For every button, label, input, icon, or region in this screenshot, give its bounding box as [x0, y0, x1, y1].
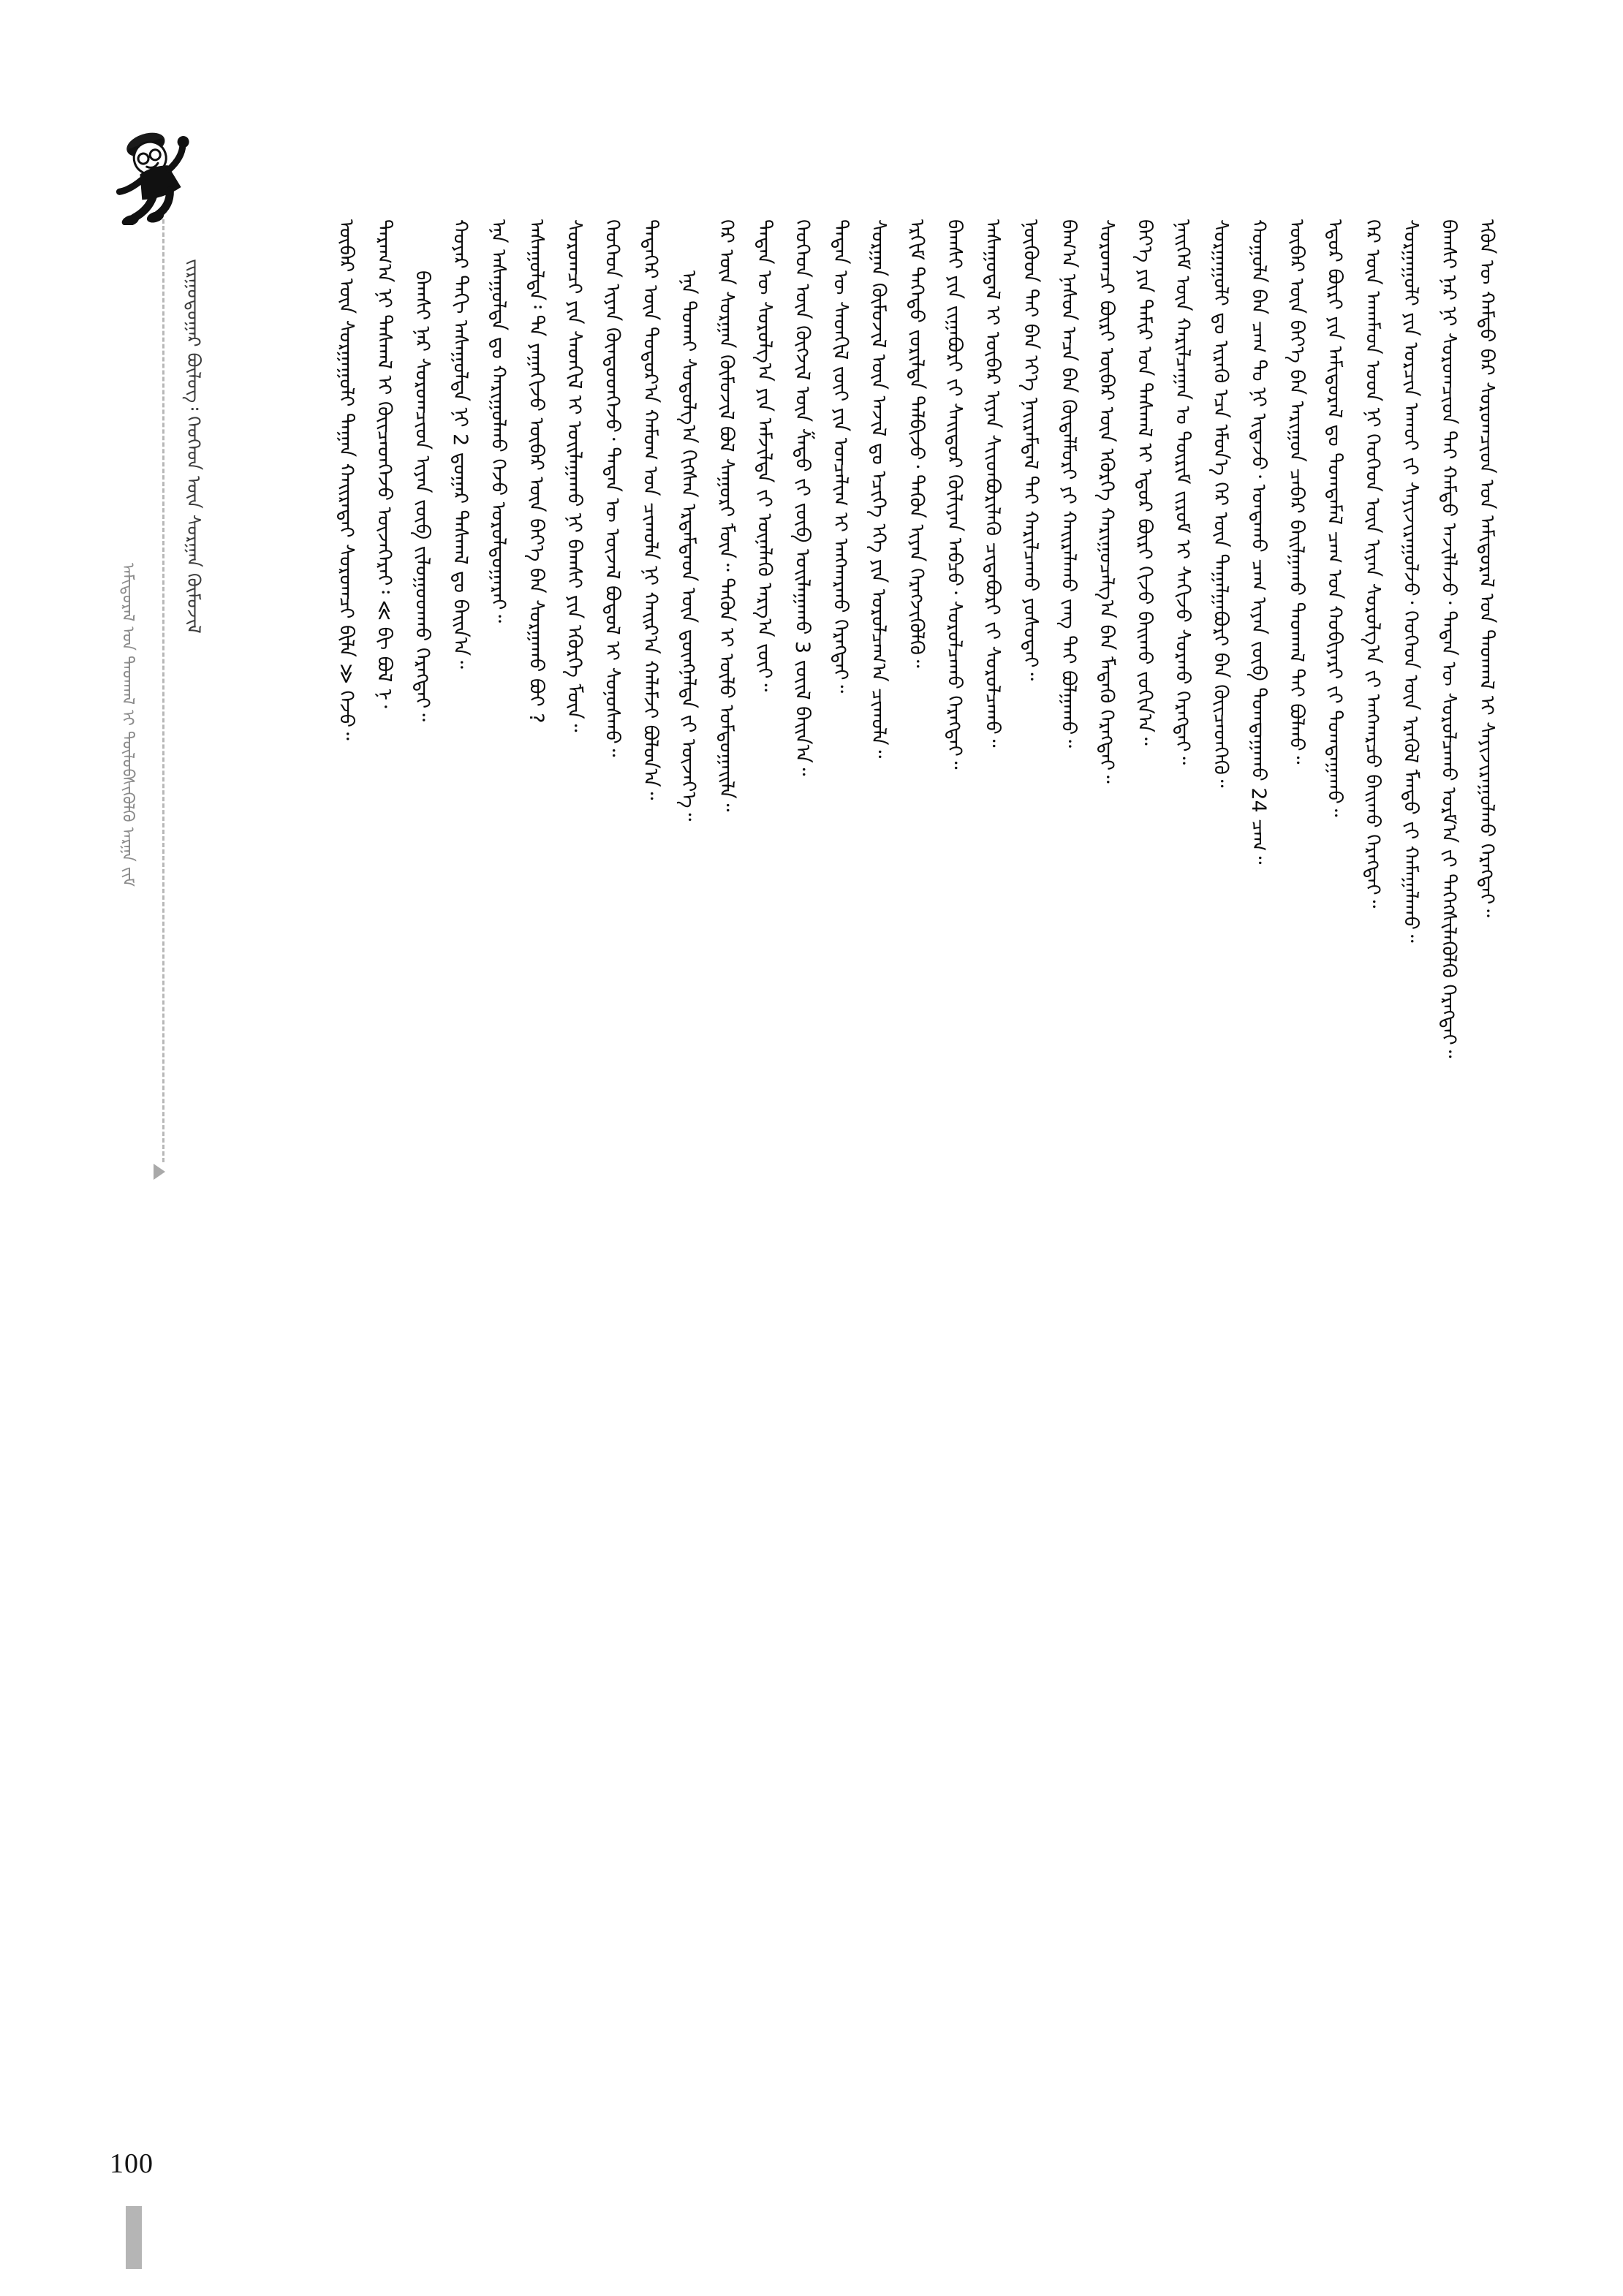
text-column: ᠡᠨᠡ ᠠᠰᠠᠭᠤᠯᠲᠠ ᠳᠤ ᠬᠠᠷᠢᠭᠤᠯᠬᠤ ᠭᠡᠵᠦ ᠣᠷᠣᠯᠳᠤᠭᠠᠷᠠᠢ᠃ — [487, 219, 510, 624]
text-column: ᠬᠣᠶᠠᠷ ᠳᠠᠬᠢ ᠠᠰᠠᠭᠤᠯᠲᠠ ᠨᠢ 2 ᠳ᠋ᠤᠭᠠᠷ ᠳᠠᠰᠬᠠᠯ ᠳᠤ ᠪᠠᠢᠨ᠎ᠠ᠃ — [449, 219, 472, 669]
text-column: ᠭᠡᠷ ᠦᠨ ᠰᠤᠷᠭᠠᠨ ᠬᠥᠮᠦᠵᠢᠯ ᠪᠣᠯ ᠰᠠᠭᠤᠷᠢ ᠮᠥᠨ᠃ ᠲᠡᠭᠦᠨ ᠢ ᠦᠯᠦ ᠣᠮᠲᠣᠭᠠᠢᠯᠠ᠃ — [715, 219, 738, 812]
text-column: ᠨᠡᠢᠭᠡᠮ ᠦᠨ ᠬᠠᠷᠢᠯᠴᠠᠭᠠᠨ ᠤ ᠳᠦᠷᠢᠮ ᠵᠢᠷᠤᠮ ᠢ ᠰᠠᠬᠢᠵᠤ ᠰᠤᠷᠬᠤ ᠬᠡᠷᠡᠭᠲᠡᠢ᠃ — [1171, 219, 1195, 765]
text-column: ᠲᠡᠳᠡᠨ ᠦ ᠰᠡᠳᠬᠢᠯ ᠵᠦᠢ ᠶᠢᠨ ᠣᠨᠴᠠᠯᠢᠭ ᠢ ᠠᠩᠬᠠᠷᠬᠤ ᠬᠡᠷᠡᠭᠲᠡᠢ᠃ — [829, 219, 852, 694]
text-column: ᠰᠤᠷᠤᠭᠴᠢ ᠶᠢᠨ ᠰᠡᠳᠬᠢᠯ ᠢ ᠣᠢᠯᠠᠭᠠᠬᠤ ᠨᠢ ᠪᠠᠭᠰᠢ ᠶᠢᠨ ᠡᠭᠦᠷᠭᠡ ᠮᠥᠨ᠃ — [563, 219, 586, 732]
text-column: ᠳᠠᠷᠠᠭ᠎ᠠ ᠨᠢ ᠳᠠᠰᠬᠠᠯ ᠢ ᠭᠦᠢᠴᠡᠳᠬᠡᠵᠦ ᠦᠵᠡᠭᠡᠷᠡᠢ᠄ ≪ ᠪᠢ ᠪᠣᠯ ᠨ᠂ — [373, 219, 396, 708]
chapter-title: ᠵᠢᠷᠭᠤᠳᠤᠭᠠᠷ ᠪᠦᠯᠦᠭ᠄ ᠬᠡᠦᠬᠡᠳ ᠦᠨ ᠰᠤᠷᠭᠠᠨ ᠬᠥᠮᠦᠵᠢᠯ — [183, 259, 205, 634]
text-column: ᠪᠠᠭᠰᠢ ᠨᠠᠷ ᠨᠢ ᠰᠤᠷᠤᠭᠴᠢᠳ ᠲᠠᠢ ᠬᠠᠮᠲᠤ ᠠᠵᠢᠯᠯᠠᠵᠤ᠂ ᠲᠡᠳᠡᠨ ᠦ ᠰᠤᠷᠤᠯᠴᠠᠬᠤ ᠤᠷᠮ᠎ᠠ ᠵᠢ ᠳᠡᠭᠡᠭᠰᠢᠯᠡᠭᠦᠯᠬᠦ ᠬᠡᠷᠡᠭᠲᠡᠢ᠃ — [1437, 219, 1461, 1058]
chapter-subtitle: ᠠᠮᠢᠳᠤᠷᠠᠯ ᠤᠨ ᠳᠠᠳᠬᠠᠯ ᠢ ᠲᠥᠯᠥᠪᠰᠢᠭᠦᠯᠬᠦ ᠠᠷᠭᠠ ᠵᠢᠮ — [118, 563, 137, 887]
dotted-divider — [162, 219, 164, 1162]
text-column: ᠰᠤᠷᠭᠠᠨ ᠬᠥᠮᠦᠵᠢᠯ ᠦᠨ ᠠᠵᠢᠯ ᠳᠤ ᠡᠴᠢᠭᠡ ᠡᠬᠡ ᠶᠢᠨ ᠣᠷᠣᠯᠴᠠᠭ᠎ᠠ ᠴᠢᠬᠤᠯᠠ᠃ — [867, 219, 890, 759]
text-column: ᠥᠪᠡᠷ ᠦᠨ ᠪᠡᠶ᠎ᠡ ᠪᠡᠨ ᠠᠷᠢᠭᠤᠨ ᠴᠡᠪᠡᠷ ᠪᠠᠢᠯᠭᠠᠬᠤ ᠳᠠᠳᠬᠠᠯ ᠲᠠᠢ ᠪᠣᠯᠬᠤ᠃ — [1285, 219, 1309, 765]
text-column: ᠡᠷᠬᠢᠮ ᠳᠡᠭᠡᠳᠦ ᠵᠣᠷᠢᠯᠲᠠ ᠲᠠᠯᠪᠢᠵᠤ᠂ ᠲᠡᠭᠦᠨ ᠢᠶᠡᠨ ᠬᠡᠷᠡᠭᠵᠢᠭᠦᠯᠬᠦ᠃ — [905, 219, 928, 668]
arrow-marker-icon — [154, 1164, 165, 1180]
text-column: ᠥᠪᠡᠷ ᠦᠨ ᠰᠤᠷᠭᠠᠭᠤᠯᠢ ᠳᠠᠭᠠᠨ ᠬᠠᠢᠷᠠᠲᠠᠢ ᠰᠤᠷᠤᠭᠴᠢ ᠪᠢᠯᠡ ≫ ᠭᠡᠵᠦ᠃ — [335, 219, 358, 740]
text-column: ᠪᠠᠭᠰᠢ ᠶᠢᠨ ᠵᠢᠭᠠᠪᠤᠷᠢ ᠵᠢ ᠰᠠᠢᠲᠤᠷ ᠬᠦᠯᠢᠶᠡᠨ ᠠᠪᠴᠤ᠂ ᠰᠤᠷᠤᠯᠴᠠᠬᠤ ᠬᠡᠷᠡᠭᠲᠡᠢ᠃ — [943, 219, 966, 770]
text-column: ᠠᠰᠠᠭᠤᠳᠠᠯ ᠢ ᠥᠪᠡᠷ ᠢᠶᠡᠨ ᠰᠢᠢᠳᠪᠦᠷᠢᠯᠡᠬᠦ ᠴᠢᠳᠠᠪᠤᠷᠢ ᠵᠢ ᠰᠤᠷᠤᠯᠴᠠᠬᠤ᠃ — [981, 219, 1005, 748]
text-column: ᠡᠨᠡ ᠲᠤᠬᠠᠢ ᠰᠤᠳᠤᠯᠭ᠎ᠠ ᠬᠢᠭᠰᠡᠨ ᠡᠷᠳᠡᠮᠲᠡᠳ ᠦᠨ ᠳ᠋ᠦᠩᠨᠡᠯᠲᠡ ᠵᠢ ᠦᠵᠡᠶ᠎ᠡ᠃ — [677, 270, 700, 822]
footer-bar-decoration — [126, 2206, 142, 2269]
text-column: ᠬᠡᠦᠬᠡᠳ ᠢᠶᠡᠨ ᠬᠦᠨᠳᠦᠳᠬᠡᠵᠦ᠂ ᠲᠡᠳᠡᠨ ᠦ ᠦᠵᠡᠯ ᠪᠣᠳᠣᠯ ᠢ ᠰᠣᠨᠣᠰᠬᠤ᠃ — [601, 219, 624, 757]
text-column: ᠡᠭᠦᠨ ᠦ ᠬᠠᠮᠲᠤ ᠪᠠᠷ ᠰᠤᠷᠤᠭᠴᠢᠳ ᠤᠨ ᠠᠮᠢᠳᠤᠷᠠᠯ ᠤᠨ ᠳᠠᠳᠬᠠᠯ ᠢ ᠰᠠᠶᠢᠵᠢᠷᠠᠭᠤᠯᠬᠤ ᠬᠡᠷᠡᠭᠲᠡᠢ᠃ — [1475, 219, 1499, 917]
text-column: ᠬᠡᠦᠬᠡᠳ ᠦᠨ ᠬᠥᠭᠵᠢᠯ ᠦᠨ ᠱᠠᠲᠤ ᠵᠢ ᠵᠥᠪ ᠣᠢᠯᠠᠭᠠᠬᠤ 3 ᠵᠦᠢᠯ ᠪᠠᠢᠨ᠎ᠠ᠃ — [791, 219, 814, 776]
text-column: ᠪᠡᠶ᠎ᠡ ᠶᠢᠨ ᠲᠠᠮᠢᠷ ᠤᠨ ᠳᠠᠰᠬᠠᠯ ᠢ ᠡᠳᠦᠷ ᠪᠦᠷᠢ ᠬᠢᠵᠦ ᠪᠠᠢᠬᠤ ᠵᠣᠬᠢᠨ᠎ᠠ᠃ — [1133, 219, 1157, 746]
text-column: ᠬᠣᠭᠣᠯᠠ ᠪᠠᠨ ᠴᠠᠭ ᠲᠤ ᠨᠢ ᠢᠳᠡᠵᠦ᠂ ᠤᠨᠲᠠᠬᠤ ᠴᠠᠭ ᠢᠶᠠᠨ ᠵᠥᠪ ᠲᠣᠭᠲᠠᠭᠠᠬᠤ 24 ᠴᠠᠭ᠃ — [1247, 219, 1271, 865]
mascot-illustration — [70, 123, 231, 225]
text-column: ᠪᠠᠭᠰᠢ ᠨᠠᠷ ᠰᠤᠷᠤᠭᠴᠢᠳ ᠢᠶᠠᠨ ᠵᠥᠪ ᠵᠢᠯᠤᠭᠤᠳᠬᠤ ᠬᠡᠷᠡᠭᠲᠡᠢ᠃ — [411, 270, 434, 721]
page-number: 100 — [110, 2148, 154, 2179]
text-column: ᠠᠰᠠᠭᠤᠯᠲᠠ᠄ ᠲᠠ ᠶᠠᠭᠠᠬᠢᠵᠤ ᠥᠪᠡᠷ ᠦᠨ ᠪᠡᠶ᠎ᠡ ᠪᠡᠨ ᠰᠤᠷᠭᠠᠬᠤ ᠪᠤᠢ ? — [525, 219, 548, 724]
text-column: ᠡᠳᠦᠷ ᠪᠦᠷᠢ ᠶᠢᠨ ᠠᠮᠢᠳᠤᠷᠠᠯ ᠳᠤ ᠲᠤᠭᠲᠠᠮᠠᠯ ᠴᠠᠭ ᠤᠨ ᠬᠤᠪᠢᠶᠠᠷᠢ ᠵᠢ ᠲᠣᠭᠲᠠᠭᠠᠬᠤ᠃ — [1323, 219, 1347, 817]
text-column: ᠭᠡᠷ ᠦᠨ ᠠᠬᠠᠮᠠᠳ ᠤᠳ ᠨᠢ ᠬᠡᠦᠬᠡᠳ ᠦᠨ ᠢᠶᠡᠨ ᠰᠤᠷᠤᠯᠭ᠎ᠠ ᠵᠢ ᠠᠩᠬᠠᠷᠴᠤ ᠪᠠᠢᠬᠤ ᠬᠡᠷᠡᠭᠲᠡᠢ᠃ — [1361, 219, 1385, 909]
text-column: ᠲᠡᠳᠡᠭᠡᠷ ᠦᠨ ᠳᠣᠲᠣᠷ᠎ᠠ ᠬᠠᠮᠤᠭ ᠤᠨ ᠴᠢᠬᠤᠯᠠ ᠨᠢ ᠬᠠᠢᠷ᠎ᠠ ᠬᠠᠯᠠᠮᠵᠢ ᠪᠣᠯᠤᠨ᠎ᠠ᠃ — [639, 219, 662, 800]
text-column: ᠰᠤᠷᠭᠠᠭᠤᠯᠢ ᠳᠤ ᠢᠷᠡᠬᠦ ᠡᠴᠡ ᠡᠮᠦᠨ᠎ᠡ ᠭᠡᠷ ᠦᠨ ᠳᠠᠭᠠᠯᠭᠠᠪᠤᠷᠢ ᠪᠠᠨ ᠭᠦᠢᠴᠡᠳᠬᠡᠬᠦ᠃ — [1209, 219, 1233, 788]
body-text-block — [197, 219, 1513, 2017]
text-column: ᠨᠥᠬᠦᠳ ᠲᠡᠢ ᠪᠡᠨ ᠡᠶ᠎ᠡ ᠨᠠᠢᠷᠠᠮᠳᠠᠯ ᠲᠠᠢ ᠬᠠᠷᠢᠯᠴᠠᠬᠤ ᠶᠣᠰᠣᠲᠠᠢ᠃ — [1019, 219, 1043, 681]
text-column: ᠪᠠᠭ᠎ᠠ ᠨᠠᠰᠤᠨ ᠠᠴᠠ ᠪᠠᠨ ᠬᠥᠳᠡᠯᠮᠦᠷᠢ ᠶᠢ ᠬᠠᠢᠷᠠᠯᠠᠬᠤ ᠵᠠᠩ ᠲᠠᠢ ᠪᠣᠯᠭᠠᠬᠤ᠃ — [1057, 219, 1081, 749]
text-column: ᠰᠤᠷᠭᠠᠭᠤᠯᠢ ᠶᠢᠨ ᠣᠷᠴᠢᠨ ᠠᠬᠤᠢ ᠵᠢ ᠰᠠᠶᠢᠵᠢᠷᠠᠭᠤᠯᠵᠤ᠂ ᠬᠡᠦᠬᠡᠳ ᠦᠨ ᠡᠷᠡᠭᠦᠯ ᠮᠡᠨᠳᠦ ᠵᠢ ᠬᠠᠮᠠᠭᠠᠯᠠᠬᠤ᠃ — [1399, 219, 1423, 943]
text-column: ᠲᠡᠳᠡᠨ ᠦ ᠰᠤᠷᠤᠯᠭ᠎ᠠ ᠶᠢᠨ ᠠᠮᠵᠢᠯᠲᠠ ᠵᠢ ᠦᠨᠡᠯᠡᠬᠦ ᠠᠷᠭ᠎ᠠ ᠵᠦᠢ᠃ — [753, 219, 776, 692]
text-column: ᠰᠤᠷᠤᠭᠴᠢ ᠪᠦᠷᠢ ᠥᠪᠡᠷ ᠦᠨ ᠡᠭᠦᠷᠭᠡ ᠬᠠᠷᠢᠭᠤᠴᠠᠯᠭ᠎ᠠ ᠪᠠᠨ ᠮᠡᠳᠡᠬᠦ ᠬᠡᠷᠡᠭᠲᠡᠢ᠃ — [1095, 219, 1119, 784]
text-column — [297, 219, 335, 1988]
